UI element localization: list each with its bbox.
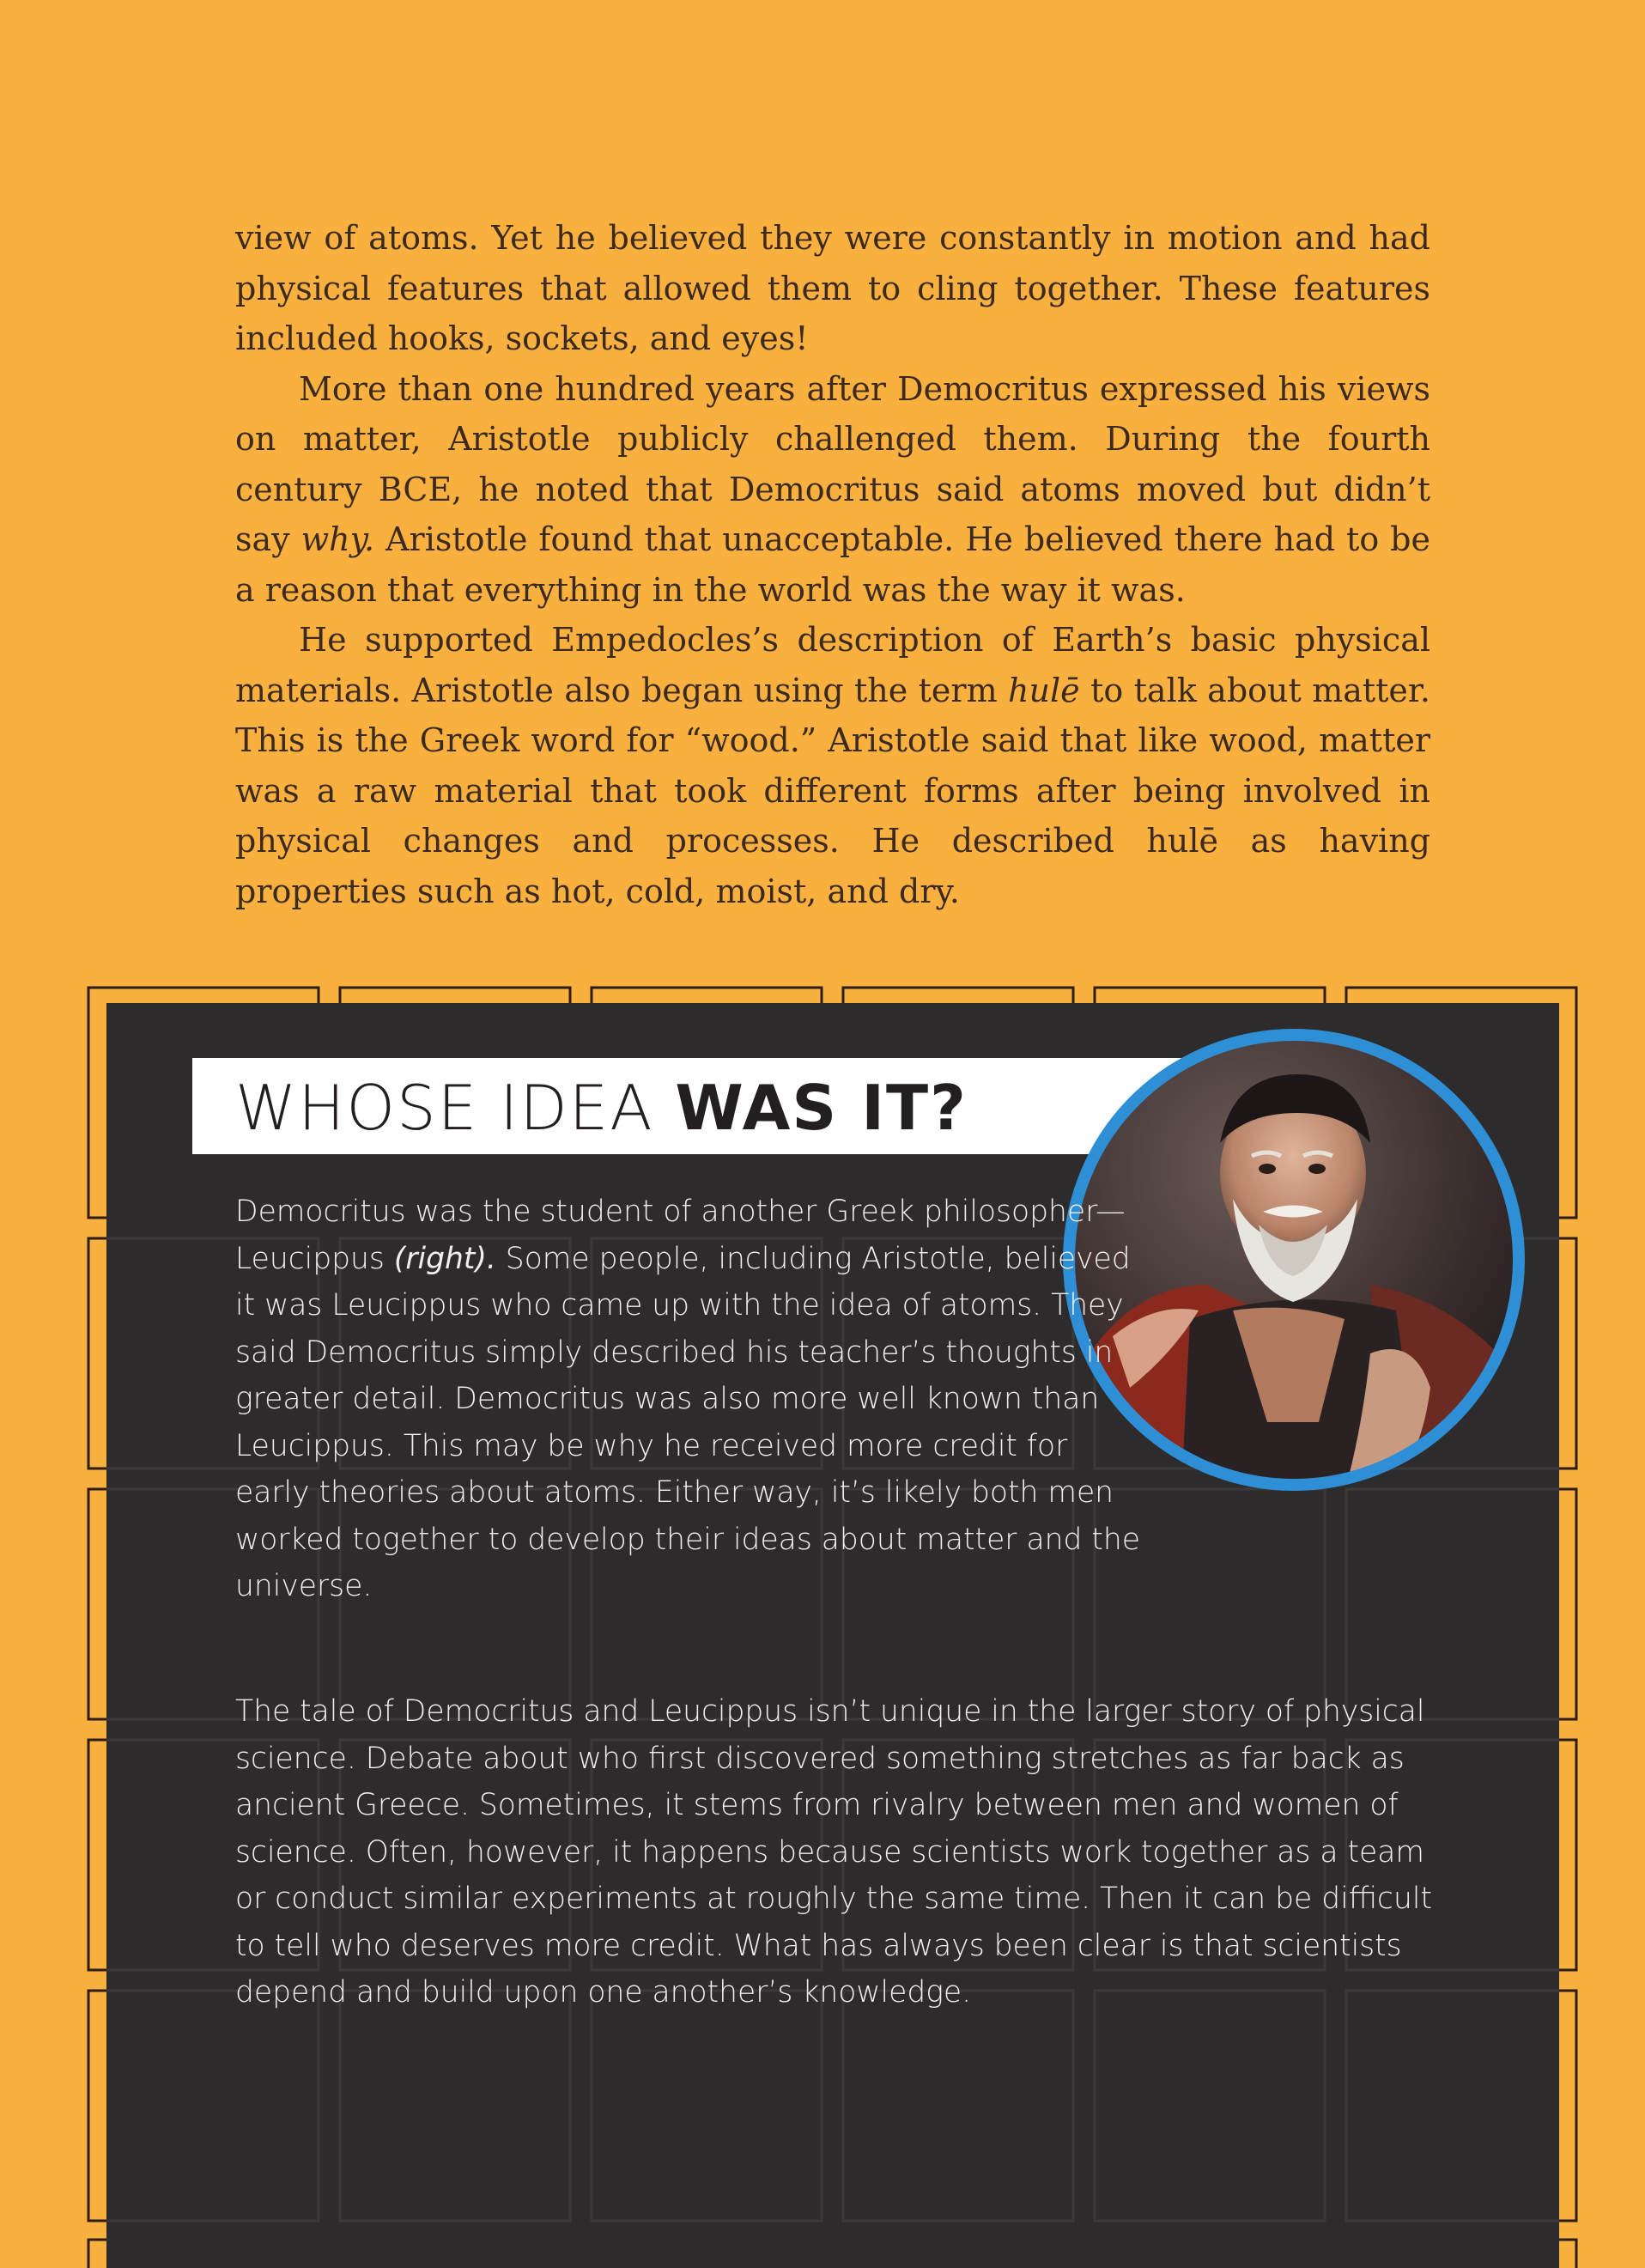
body-paragraph-3-part-a: He supported Empedocles’s description of Earth’s basic physical materials. Aristotle also began using the term bbox=[235, 621, 1430, 709]
sidebar-title-light: WHOSE IDEA bbox=[235, 1072, 676, 1144]
sidebar-paragraph-1 bbox=[235, 1189, 1145, 1610]
body-paragraph-2-part-b: Aristotle found that unacceptable. He believed there had to be a reason that everything in the world was the way it was. bbox=[235, 520, 1430, 609]
body-paragraph-2-part-a: More than one hundred years after Democritus expressed his views on matter, Aristotle publicly challenged them. During the fourth century BCE, he noted that Democritus said atoms moved but didn’t say bbox=[235, 369, 1430, 558]
sidebar-paragraph-1-part-a: Democritus was the student of another Greek philosopher—Leucippus bbox=[235, 1195, 1126, 1276]
sidebar-paragraph-1-emphasis: (right). bbox=[393, 1241, 496, 1276]
body-paragraph-3-part-b: to talk about matter. This is the Greek word for “wood.” Aristotle said that like wood, matter was a raw material that took different forms after being involved in physical changes and processes. He described hulē as having properties such as hot, cold, moist, and dry. bbox=[235, 671, 1430, 910]
body-paragraph-2-emphasis: why. bbox=[300, 520, 375, 558]
sidebar-title bbox=[235, 1065, 968, 1151]
body-paragraph-1: view of atoms. Yet he believed they were constantly in motion and had physical features that allowed them to cling together. These features included hooks, sockets, and eyes! bbox=[235, 219, 1430, 357]
sidebar-title-bold: WAS IT? bbox=[675, 1072, 968, 1144]
sidebar-paragraph-2-text: The tale of Democritus and Leucippus isn’t unique in the larger story of physical science. Debate about who first discovered something stretches as far back as ancient Greece. Sometimes, it stems from rivalry between men and women of science. Often, however, it happens because scientists work together as a team or conduct similar experiments at roughly the same time. Then it can be difficult to tell who deserves more credit. What has always been clear is that scientists depend and build upon one another’s knowledge. bbox=[235, 1694, 1432, 2010]
body-paragraph-3-emphasis: hulē bbox=[1008, 671, 1080, 709]
sidebar-paragraph-1-text bbox=[235, 1189, 1145, 1610]
sidebar-paragraph-2 bbox=[235, 1688, 1437, 2016]
sidebar-paragraph-1-part-b: Some people, including Aristotle, believed it was Leucippus who came up with the idea of atoms. They said Democritus simply described his teacher’s thoughts in greater detail. Democritus was also more well known than Leucippus. This may be why he received more credit for early theories about atoms. Either way, it’s likely both men worked together to develop their ideas about matter and the universe. bbox=[235, 1241, 1140, 1603]
